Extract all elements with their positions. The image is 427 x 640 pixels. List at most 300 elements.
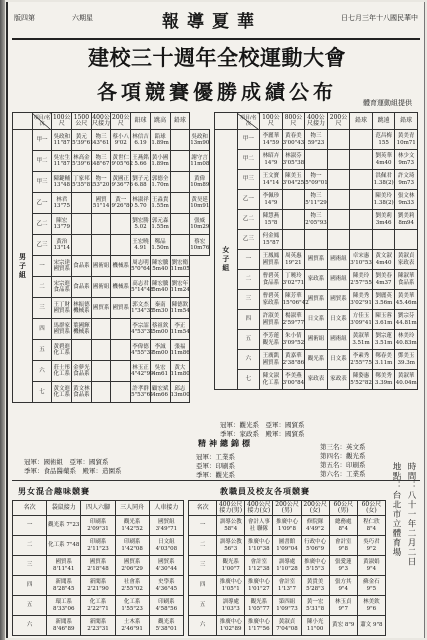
result-cell: 王鳳鳳 國貿系	[260, 250, 283, 270]
result-cell	[282, 210, 305, 230]
result-cell: 會計室 9"8	[329, 536, 357, 556]
result-cell: 陳鍵輔 13"48	[52, 172, 72, 193]
newspaper-page	[6, 2, 425, 638]
rank-cell: 甲三	[32, 172, 52, 193]
result-cell: 新聞系 2'21"90	[81, 576, 115, 596]
result-cell: 鄭美秀 3.39m	[372, 370, 395, 390]
result-cell: 總務處 8"4	[329, 516, 357, 536]
result-cell	[91, 319, 111, 340]
result-cell: 宋宗進 食品系	[52, 277, 72, 298]
spirit-award-list-left	[196, 452, 235, 479]
rank-cell: 乙三	[32, 235, 52, 256]
result-cell	[327, 210, 350, 230]
result-cell: 推廣中心 1'09"8	[273, 516, 301, 536]
result-cell: 郭德全 1.70m	[150, 172, 170, 193]
result-cell: 陳美玲 2'57"55	[350, 270, 373, 290]
result-cell: 日文系	[327, 310, 350, 330]
male-results-table	[12, 112, 210, 403]
result-cell: 國術組	[91, 256, 111, 277]
result-cell: 物三 48"67	[91, 151, 111, 172]
result-cell: 觀光系 5'38"01	[149, 616, 183, 636]
rank-cell: 二	[32, 277, 52, 298]
result-cell: 食品系	[72, 256, 92, 277]
column-header: 800公尺	[282, 113, 305, 130]
column-header: 400公尺接力(女)	[245, 501, 273, 516]
result-cell: 郭元森 1.55m	[150, 214, 170, 235]
table-row	[13, 596, 184, 616]
column-header: 鉛球	[395, 113, 418, 130]
table-row	[13, 616, 184, 636]
table-row	[13, 298, 210, 319]
result-cell: 觀光系	[305, 350, 328, 370]
result-cell: 新聞系 8'28"45	[47, 576, 81, 596]
result-cell: 陳宏 13"79	[52, 214, 72, 235]
result-cell: 黃淑華 3.51m	[350, 330, 373, 350]
rank-cell: 六	[13, 616, 47, 636]
result-cell	[91, 340, 111, 361]
result-cell: 觀光系 1'00"7	[217, 556, 245, 576]
result-cell: 物三 59"23	[305, 130, 328, 150]
result-cell: 土木系 2'46"91	[115, 616, 149, 636]
spirit-item: 第三名：英文系	[320, 443, 366, 451]
table-row	[215, 190, 418, 210]
table-row	[13, 277, 210, 298]
result-cell: 食品系	[72, 277, 92, 298]
table-row	[13, 214, 210, 235]
column-header: 200公尺(女)	[301, 501, 329, 516]
result-cell: 推廣中心 1'10"38	[245, 536, 273, 556]
result-cell	[72, 340, 92, 361]
result-cell: 黃嘉華 2'38"86	[282, 350, 305, 370]
table-row	[13, 235, 210, 256]
rank-cell: 四	[13, 576, 47, 596]
result-cell: 楊淑華 2'59"77	[282, 310, 305, 330]
result-cell: 方佳玉 3'09"41	[350, 310, 373, 330]
result-cell: 陳小光 11"00	[301, 616, 329, 636]
rank-cell: 甲一	[32, 130, 52, 151]
table-row	[215, 210, 418, 230]
result-cell	[350, 190, 373, 210]
table-row	[215, 150, 418, 170]
header-row	[13, 113, 210, 130]
result-cell: 印刷系 4'58"56	[149, 596, 183, 616]
column-header: 鉛球	[131, 113, 151, 130]
result-cell	[111, 361, 131, 382]
column-header: 三人同舟	[115, 501, 149, 516]
table-row	[13, 172, 210, 193]
column-header: 鉛球	[350, 113, 373, 130]
result-cell: 劉宏衛 11m05	[170, 256, 190, 277]
result-cell: 張文林 9m33	[395, 190, 418, 210]
result-cell: 王文寶 14"14	[260, 170, 283, 190]
result-cell: 黃淑貞 7'04"08	[273, 616, 301, 636]
result-cell: 范昌梅 155	[372, 130, 395, 150]
table-row	[189, 556, 386, 576]
result-cell	[170, 235, 190, 256]
result-cell: 訓導處 1'10"28	[273, 556, 301, 576]
result-cell	[350, 210, 373, 230]
table-row	[13, 256, 210, 277]
result-cell: 周英惠 19"21	[282, 250, 305, 270]
column-header: 1500公尺	[72, 113, 92, 130]
result-cell	[282, 190, 305, 210]
result-cell: 黃淑華 40.04m	[395, 370, 418, 390]
spirit-award-title: 精神總錦標	[198, 438, 253, 448]
result-cell	[170, 151, 190, 172]
result-cell: 印刷系 1'42"08	[115, 536, 149, 556]
result-cell: 顧宏斌 4m66	[150, 382, 170, 403]
result-cell	[327, 170, 350, 190]
result-cell: 宋宗達 國貿系	[52, 256, 72, 277]
result-cell: 丁家邦 5'35"81	[72, 172, 92, 193]
provider-credit: 體育運動組提供	[363, 99, 412, 107]
table-row	[189, 596, 386, 616]
result-cell: 國術組	[327, 330, 350, 350]
table-row	[215, 330, 418, 350]
spirit-item: 季軍：觀光系	[196, 471, 235, 479]
result-cell: 李正 11m54	[170, 319, 190, 340]
result-cell: 林美欽 9"6	[357, 596, 385, 616]
result-cell: 林美玲 40.83m	[395, 330, 418, 350]
result-cell: 鉛球 1.89m	[150, 130, 170, 151]
result-cell: 環工系 8'33"06	[47, 596, 81, 616]
result-cell: 推廣中心 1'17"56	[245, 616, 273, 636]
result-cell: 國貿系 8'11"41	[47, 556, 81, 576]
result-cell: 李佩珍 14"9	[260, 190, 283, 210]
result-cell: 國貿系	[91, 298, 111, 319]
result-cell: 蔡宏 10m76	[190, 235, 210, 256]
result-cell: 家政系	[305, 270, 328, 290]
result-cell: 李宗詔 4"53"31	[131, 319, 151, 340]
headline-line2: 各項競賽優勝成績公布	[97, 80, 337, 104]
table-row	[13, 361, 210, 382]
result-cell: 黃一 9'26"80	[111, 193, 131, 214]
column-header: 跳高	[150, 113, 170, 130]
result-cell: 蔡祖欽 5m00	[150, 319, 170, 340]
rank-cell: 乙二	[237, 210, 260, 230]
staff-games-title: 教職員及校友各項競賽	[220, 486, 310, 496]
rank-cell: 四	[32, 319, 52, 340]
rank-cell: 三	[13, 556, 47, 576]
result-cell: 林昭卉 14"9	[260, 150, 283, 170]
result-cell	[350, 130, 373, 150]
result-cell	[111, 319, 131, 340]
result-cell: 黃美華 45.46m	[395, 290, 418, 310]
column-header: 項目/名次	[237, 113, 260, 130]
mixed-relay-table	[12, 500, 184, 636]
section-label: 女子組	[215, 130, 238, 390]
column-header: 名次	[189, 501, 217, 516]
result-cell: 推廣中心 1'02"89	[217, 616, 245, 636]
result-cell: 家政表	[305, 370, 328, 390]
rank-cell: 四	[237, 310, 260, 330]
result-cell	[327, 230, 350, 250]
result-cell: 圖書館 1'09"04	[273, 536, 301, 556]
result-cell	[72, 235, 92, 256]
result-cell: 物一 5"09"01	[305, 170, 328, 190]
result-cell: 林淑祥 5.70	[131, 193, 151, 214]
table-row	[13, 576, 184, 596]
result-cell: 陳德欽 11m54	[170, 298, 190, 319]
result-cell: 張威 10m29	[190, 214, 210, 235]
rank-cell: 乙一	[32, 193, 52, 214]
rank-cell: 六	[237, 350, 260, 370]
header-row	[215, 113, 418, 130]
result-cell: 李偉德 4"55"39	[131, 340, 151, 361]
result-cell	[170, 130, 190, 151]
rank-cell: 甲二	[237, 150, 260, 170]
result-cell: 觀光系 1'05"77	[245, 596, 273, 616]
section-label: 男子組	[13, 130, 33, 403]
table-row	[13, 130, 210, 151]
female-results-table	[214, 112, 418, 390]
result-cell: 印刷系 2'09"31	[81, 516, 115, 536]
rank-cell: 七	[32, 382, 52, 403]
result-cell: 陳美玉 3'04"25	[282, 170, 305, 190]
result-cell: 黃文淑 4m40	[372, 250, 395, 270]
result-cell: 會計人事社 聯隊	[245, 516, 273, 536]
result-cell: 陳文淑 化工系	[260, 370, 283, 390]
result-cell: 訓導公教 58"4	[217, 516, 245, 536]
table-row	[215, 130, 418, 150]
result-cell: 張愛蓮 9"3	[329, 556, 357, 576]
result-cell: 日文組 4'03"08	[149, 536, 183, 556]
rank-cell: 乙二	[32, 214, 52, 235]
table-row	[189, 516, 386, 536]
result-cell: 劉英華 4m40	[372, 150, 395, 170]
result-cell	[350, 150, 373, 170]
column-header: 100公尺	[52, 113, 72, 130]
result-cell: 林玉正 4"42"99	[131, 361, 151, 382]
table-row	[13, 382, 210, 403]
result-cell	[72, 214, 92, 235]
result-cell: 國術組	[327, 250, 350, 270]
result-cell	[72, 193, 92, 214]
result-cell: 黃碧進 化工系	[52, 340, 72, 361]
paper-title: 報導夏華	[162, 12, 262, 32]
result-cell: 陳宏騰 5m40	[150, 277, 170, 298]
rank-cell: 五	[32, 340, 52, 361]
result-cell: 林君 13"75	[52, 193, 72, 214]
result-cell: 林振德 機械系	[72, 298, 92, 319]
result-cell: 黃治 13"14	[52, 235, 72, 256]
result-cell: 秦南 5m30	[150, 298, 170, 319]
result-cell	[111, 340, 131, 361]
result-cell: 印刷系 2'11"23	[81, 536, 115, 556]
result-cell: 吳巧君 9"2	[357, 536, 385, 556]
column-header: 60公尺(女)	[357, 501, 385, 516]
result-cell: 陳姿惠 5'52"82	[350, 370, 373, 390]
result-cell: 國貿系 2'06"29	[115, 556, 149, 576]
column-header: 人車接力	[149, 501, 183, 516]
result-cell	[91, 361, 111, 382]
result-cell: 推廣中心 5'15"3	[301, 556, 329, 576]
result-cell: 物三 2'05"93	[305, 210, 328, 230]
result-cell: 國貿系	[305, 290, 328, 310]
result-cell	[305, 230, 328, 250]
section-label-cell	[215, 113, 238, 130]
result-cell: 林淑芬 3'05"38	[282, 150, 305, 170]
result-cell: 林玉貞 9"7	[329, 596, 357, 616]
result-cell: 家政表	[327, 370, 350, 390]
result-cell	[327, 150, 350, 170]
result-cell: 曹碧英 家政系	[260, 290, 283, 310]
rank-cell: 三	[189, 556, 217, 576]
male-record-line: 季軍：食品醫藥系 殿軍：造園系	[24, 467, 122, 475]
result-cell: 日文系	[305, 310, 328, 330]
result-cell: 吳宏 4m61	[150, 361, 170, 382]
result-cell	[305, 150, 328, 170]
result-cell: 劉宗蓮 3.51m	[372, 330, 395, 350]
result-cell: 劉美莉 8m94	[395, 210, 418, 230]
result-cell	[327, 130, 350, 150]
result-cell: 王丁財 國貿系	[52, 298, 72, 319]
result-cell	[111, 382, 131, 403]
result-cell: 國貿系	[327, 290, 350, 310]
result-cell	[111, 235, 131, 256]
result-cell: 陳慧燕 15"8	[260, 210, 283, 230]
result-cell: 訓導公教 56"3	[217, 536, 245, 556]
headline	[20, 42, 414, 105]
result-cell: 國貿 51"14	[91, 193, 111, 214]
result-cell: 黃春美 3'00"43	[282, 130, 305, 150]
result-cell: 許文琦 9m73	[395, 170, 418, 190]
result-cell: 黃淑貞 家政表	[395, 250, 418, 270]
result-cell: 日文系	[327, 350, 350, 370]
table-row	[13, 556, 184, 576]
spirit-item: 第五名：印刷系	[320, 461, 366, 469]
column-header: 400公尺接力	[305, 113, 328, 130]
male-team-ranking	[24, 457, 122, 475]
result-cell: 國貿系	[111, 298, 131, 319]
result-cell: 行政中心 5'06"9	[301, 536, 329, 556]
result-cell: 黃大 11m80	[170, 361, 190, 382]
female-team-ranking	[220, 420, 305, 438]
result-cell: 李芳蓮 觀光系	[260, 330, 283, 350]
section-divider	[12, 480, 420, 481]
result-cell: 蘇金石 9"5	[357, 576, 385, 596]
table-row	[13, 151, 210, 172]
result-cell: 邱志 13m00	[170, 382, 190, 403]
column-header: 跳遠	[372, 113, 395, 130]
result-cell: 劉麗英 3.56m	[372, 290, 395, 310]
result-cell: 吳政和 11"87	[52, 130, 72, 151]
table-row	[215, 170, 418, 190]
result-cell	[91, 235, 111, 256]
column-header: 四人六腳	[81, 501, 115, 516]
column-header: 200公尺(男)	[273, 501, 301, 516]
result-cell: 朱小倩 3'09"52	[282, 330, 305, 350]
column-header: 60公尺(男)	[329, 501, 357, 516]
result-cell: 黃文進 化工系	[52, 382, 72, 403]
result-cell: 史學系 4'36"45	[149, 576, 183, 596]
result-cell: 許淑美 國貿系	[260, 310, 283, 330]
result-cell: 黃世仁 9'05"62	[111, 151, 131, 172]
table-row	[13, 319, 210, 340]
male-record-line: 冠軍：國術組 亞軍：國貿系	[24, 458, 109, 466]
event-location: 地點：台北市立體育場	[391, 462, 401, 557]
result-cell: 觀光系 1'42"52	[115, 516, 149, 536]
result-cell: 曹碧英 食品系	[260, 270, 283, 290]
result-cell	[350, 230, 373, 250]
female-record-line: 冠軍：觀光系 亞軍：國貿系	[220, 421, 305, 429]
result-cell: 鄭春美 3.11m	[372, 350, 395, 370]
rank-cell: 乙一	[237, 190, 260, 210]
result-cell: 觀光系 7"23	[47, 516, 81, 536]
result-cell: 黃貴美 5'28"3	[301, 576, 329, 596]
result-cell: 陳美玲 1.38(2)	[372, 190, 395, 210]
result-cell: 黃美青 10m71	[395, 130, 418, 150]
result-cell: 金夢光 食品系	[72, 361, 92, 382]
result-cell: 黃元 5'39"61	[72, 130, 92, 151]
table-row	[215, 250, 418, 270]
publish-date: 日七月三年十八國民華中	[341, 14, 418, 22]
result-cell: 會計室 1'12"38	[245, 556, 273, 576]
result-cell	[170, 214, 190, 235]
column-header: 100公尺	[260, 113, 283, 130]
result-cell: 黃宏 8"9	[329, 616, 357, 636]
spirit-item: 第六名：工業系	[320, 470, 366, 478]
result-cell: 推廣中心 1'05"1	[217, 576, 245, 596]
weekday: 六期星	[72, 14, 93, 22]
result-cell: 王淼貴 1.55m	[150, 193, 170, 214]
result-cell	[350, 170, 373, 190]
rank-cell: 四	[189, 576, 217, 596]
rank-cell: 七	[237, 370, 260, 390]
result-cell: 陳玉蓉 3.61m	[372, 310, 395, 330]
result-cell: 黃昊延 10m91	[190, 193, 210, 214]
result-cell: 國貿組 3'49"71	[149, 516, 183, 536]
result-cell: 莊士彤 化工系	[52, 361, 72, 382]
result-cell: 陳宏騰 5m40	[150, 256, 170, 277]
result-cell: 化工系 7"48	[47, 536, 81, 556]
result-cell: 化工系 2'22"71	[81, 596, 115, 616]
issue-number: 版四第	[14, 14, 35, 22]
table-row	[215, 290, 418, 310]
column-header: 400公尺接力(男)	[217, 501, 245, 516]
result-cell: 劉美春 4m37	[372, 270, 395, 290]
result-cell: 陳美秀 3'02"91	[350, 290, 373, 310]
result-cell: 卓宋惠 3'10"53	[350, 250, 373, 270]
result-cell	[372, 230, 395, 250]
result-cell: 物三 5'11"29	[305, 190, 328, 210]
table-row	[215, 230, 418, 250]
result-cell	[395, 230, 418, 250]
table-row	[13, 340, 210, 361]
result-cell: 周志明 5"0"64	[131, 256, 151, 277]
result-cell: 蔡小八 9'02	[111, 130, 131, 151]
result-cell: 馬群家 國貿系	[52, 319, 72, 340]
result-cell: 李素秀 2'55"75	[350, 350, 373, 370]
result-cell: 王燕銘 5.66	[131, 151, 151, 172]
rank-cell: 三	[237, 290, 260, 310]
rank-cell: 甲二	[32, 151, 52, 172]
result-cell: 物一 53"20	[91, 172, 111, 193]
result-cell: 林高金 5'39"61	[72, 151, 92, 172]
result-cell: 黃國正 9'36"76	[111, 172, 131, 193]
column-header: 項目/名次	[32, 113, 52, 130]
rank-cell: 二	[237, 270, 260, 290]
result-cell: 葉國輝 機械系	[72, 319, 92, 340]
header-row	[189, 501, 386, 516]
result-cell: 黃文林 食品系	[72, 382, 92, 403]
result-cell: 國貿系	[305, 250, 328, 270]
rank-cell: 六	[32, 361, 52, 382]
result-cell: 新聞系 8'46"89	[47, 616, 81, 636]
result-cell: 物三 43"61	[91, 130, 111, 151]
event-info	[388, 462, 418, 632]
result-cell: 張福 11m86	[170, 340, 190, 361]
